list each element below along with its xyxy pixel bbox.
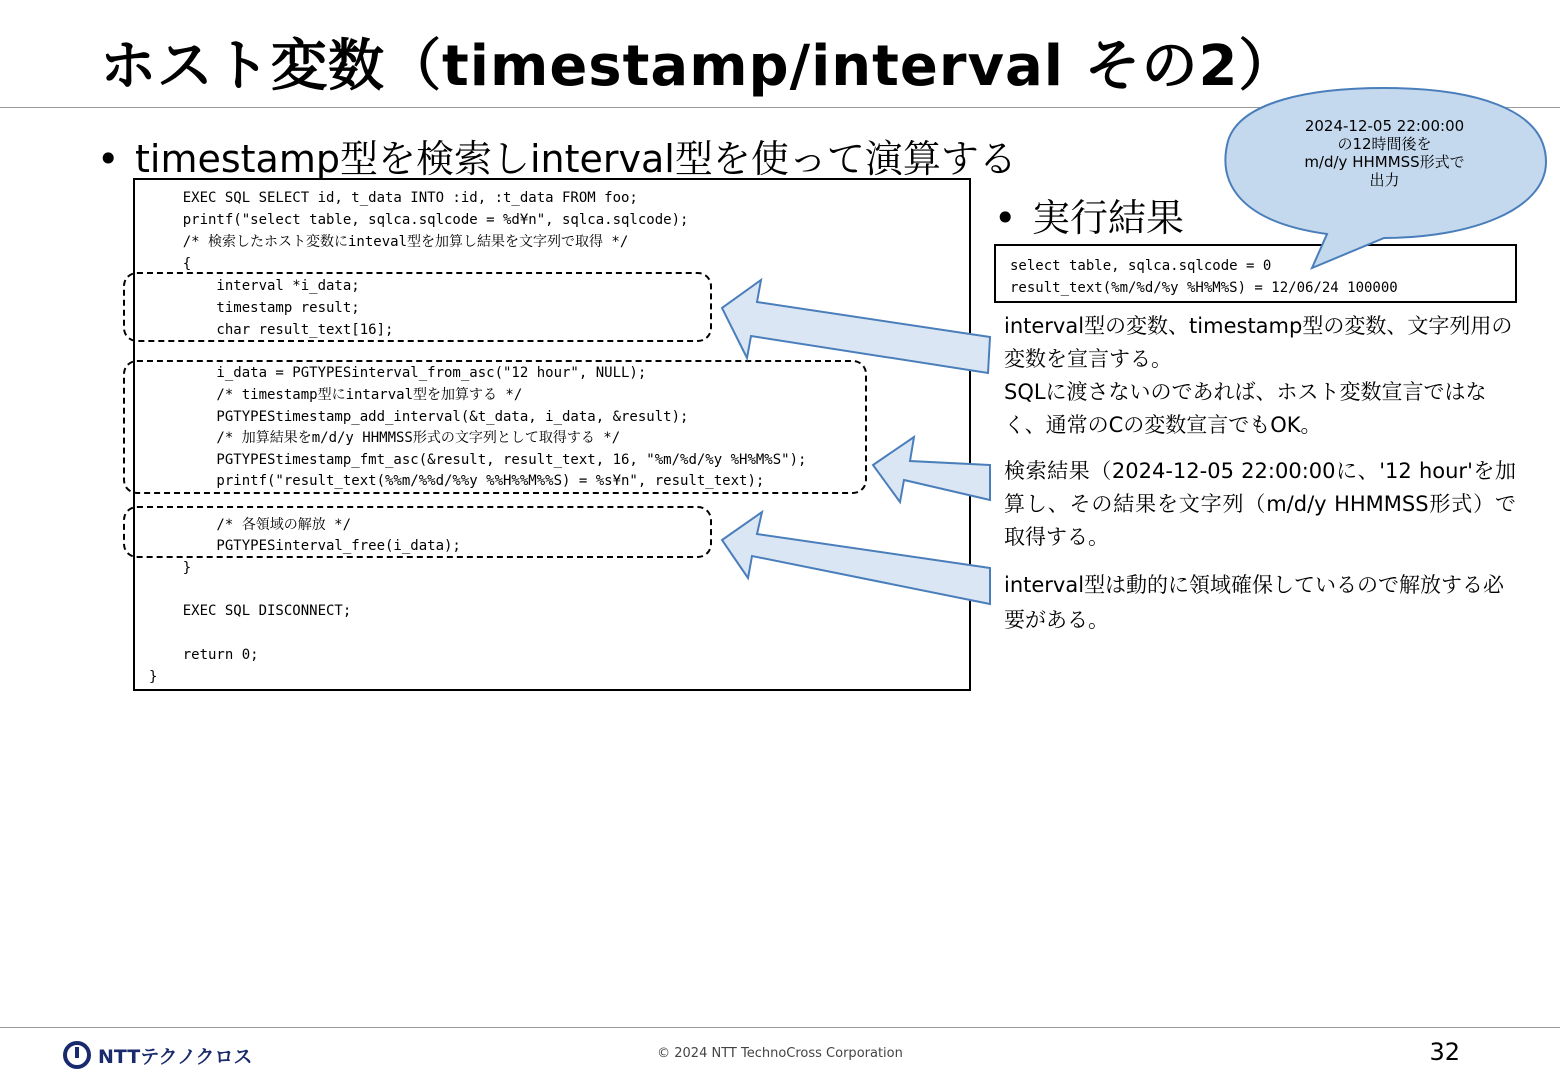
arrow-left-icon xyxy=(722,512,990,604)
result-line: select table, sqlca.sqlcode = 0 xyxy=(1010,258,1272,274)
bullet-main-text: timestamp型を検索しinterval型を使って演算する xyxy=(135,137,1017,181)
footer-divider xyxy=(0,1027,1560,1028)
code-line: PGTYPESinterval_free(i_data); xyxy=(149,538,461,554)
copyright: © 2024 NTT TechnoCross Corporation xyxy=(657,1046,903,1061)
arrow-left-icon xyxy=(873,437,990,502)
result-line: result_text(%m/%d/%y %H%M%S) = 12/06/24 100000 xyxy=(1010,280,1398,296)
code-line: PGTYPEStimestamp_fmt_asc(&result, result_text, 16, "%m/%d/%y %H%M%S"); xyxy=(149,452,807,468)
code-line: /* 各領域の解放 */ xyxy=(149,517,352,533)
code-line: printf("result_text(%%m/%%d/%%y %%H%%M%%S) = %s¥n", result_text); xyxy=(149,473,765,489)
callout-line: 2024-12-05 22:00:00 xyxy=(1304,117,1465,135)
code-line: PGTYPEStimestamp_add_interval(&t_data, i_data, &result); xyxy=(149,409,689,425)
code-line: /* 検索したホスト変数にinteval型を加算し結果を文字列で取得 */ xyxy=(149,234,629,250)
code-line: /* 加算結果をm/d/y HHMMSS形式の文字列として取得する */ xyxy=(149,430,621,446)
bullet-dot: • xyxy=(97,137,120,181)
code-line: } xyxy=(149,669,158,685)
note-declare-text-2: SQLに渡さないのであれば、ホスト変数宣言ではなく、通常のCの変数宣言でもOK。 xyxy=(1004,380,1487,437)
arrow-left-icon xyxy=(722,280,990,373)
callout-line: の12時間後を xyxy=(1337,135,1432,153)
callout-text xyxy=(1262,117,1507,189)
code-line: /* timestamp型にintarval型を加算する */ xyxy=(149,387,523,403)
code-line: return 0; xyxy=(149,647,259,663)
note-declare-text: interval型の変数、timestamp型の変数、文字列用の変数を宣言する。 xyxy=(1004,314,1513,371)
note-free: interval型は動的に領域確保しているので解放する必要がある。 xyxy=(1004,573,1505,632)
slide-title: ホスト変数（timestamp/interval その2） xyxy=(100,34,1296,99)
page-number: 32 xyxy=(1429,1038,1460,1066)
code-line: interval *i_data; xyxy=(149,278,360,294)
code-line: { xyxy=(149,256,192,272)
code-line: i_data = PGTYPESinterval_from_asc("12 hour", NULL); xyxy=(149,365,647,381)
bullet-result-text: 実行結果 xyxy=(1032,196,1185,240)
logo-text: NTTテクノクロス xyxy=(98,1045,253,1068)
bullet-dot: • xyxy=(994,196,1017,240)
note-compute: 検索結果（2024-12-05 22:00:00に、'12 hour'を加算し、その結果を文字列（m/d/y HHMMSS形式）で取得する。 xyxy=(1004,459,1516,549)
code-line: EXEC SQL SELECT id, t_data INTO :id, :t_data FROM foo; xyxy=(149,190,638,206)
code-line: } xyxy=(149,560,192,576)
code-line: EXEC SQL DISCONNECT; xyxy=(149,603,352,619)
code-line: timestamp result; xyxy=(149,300,360,316)
callout-line: 出力 xyxy=(1369,171,1400,189)
code-line: printf("select table, sqlca.sqlcode = %d¥n", sqlca.sqlcode); xyxy=(149,212,689,228)
callout-line: m/d/y HHMMSS形式で xyxy=(1304,153,1465,171)
code-line: char result_text[16]; xyxy=(149,322,394,338)
